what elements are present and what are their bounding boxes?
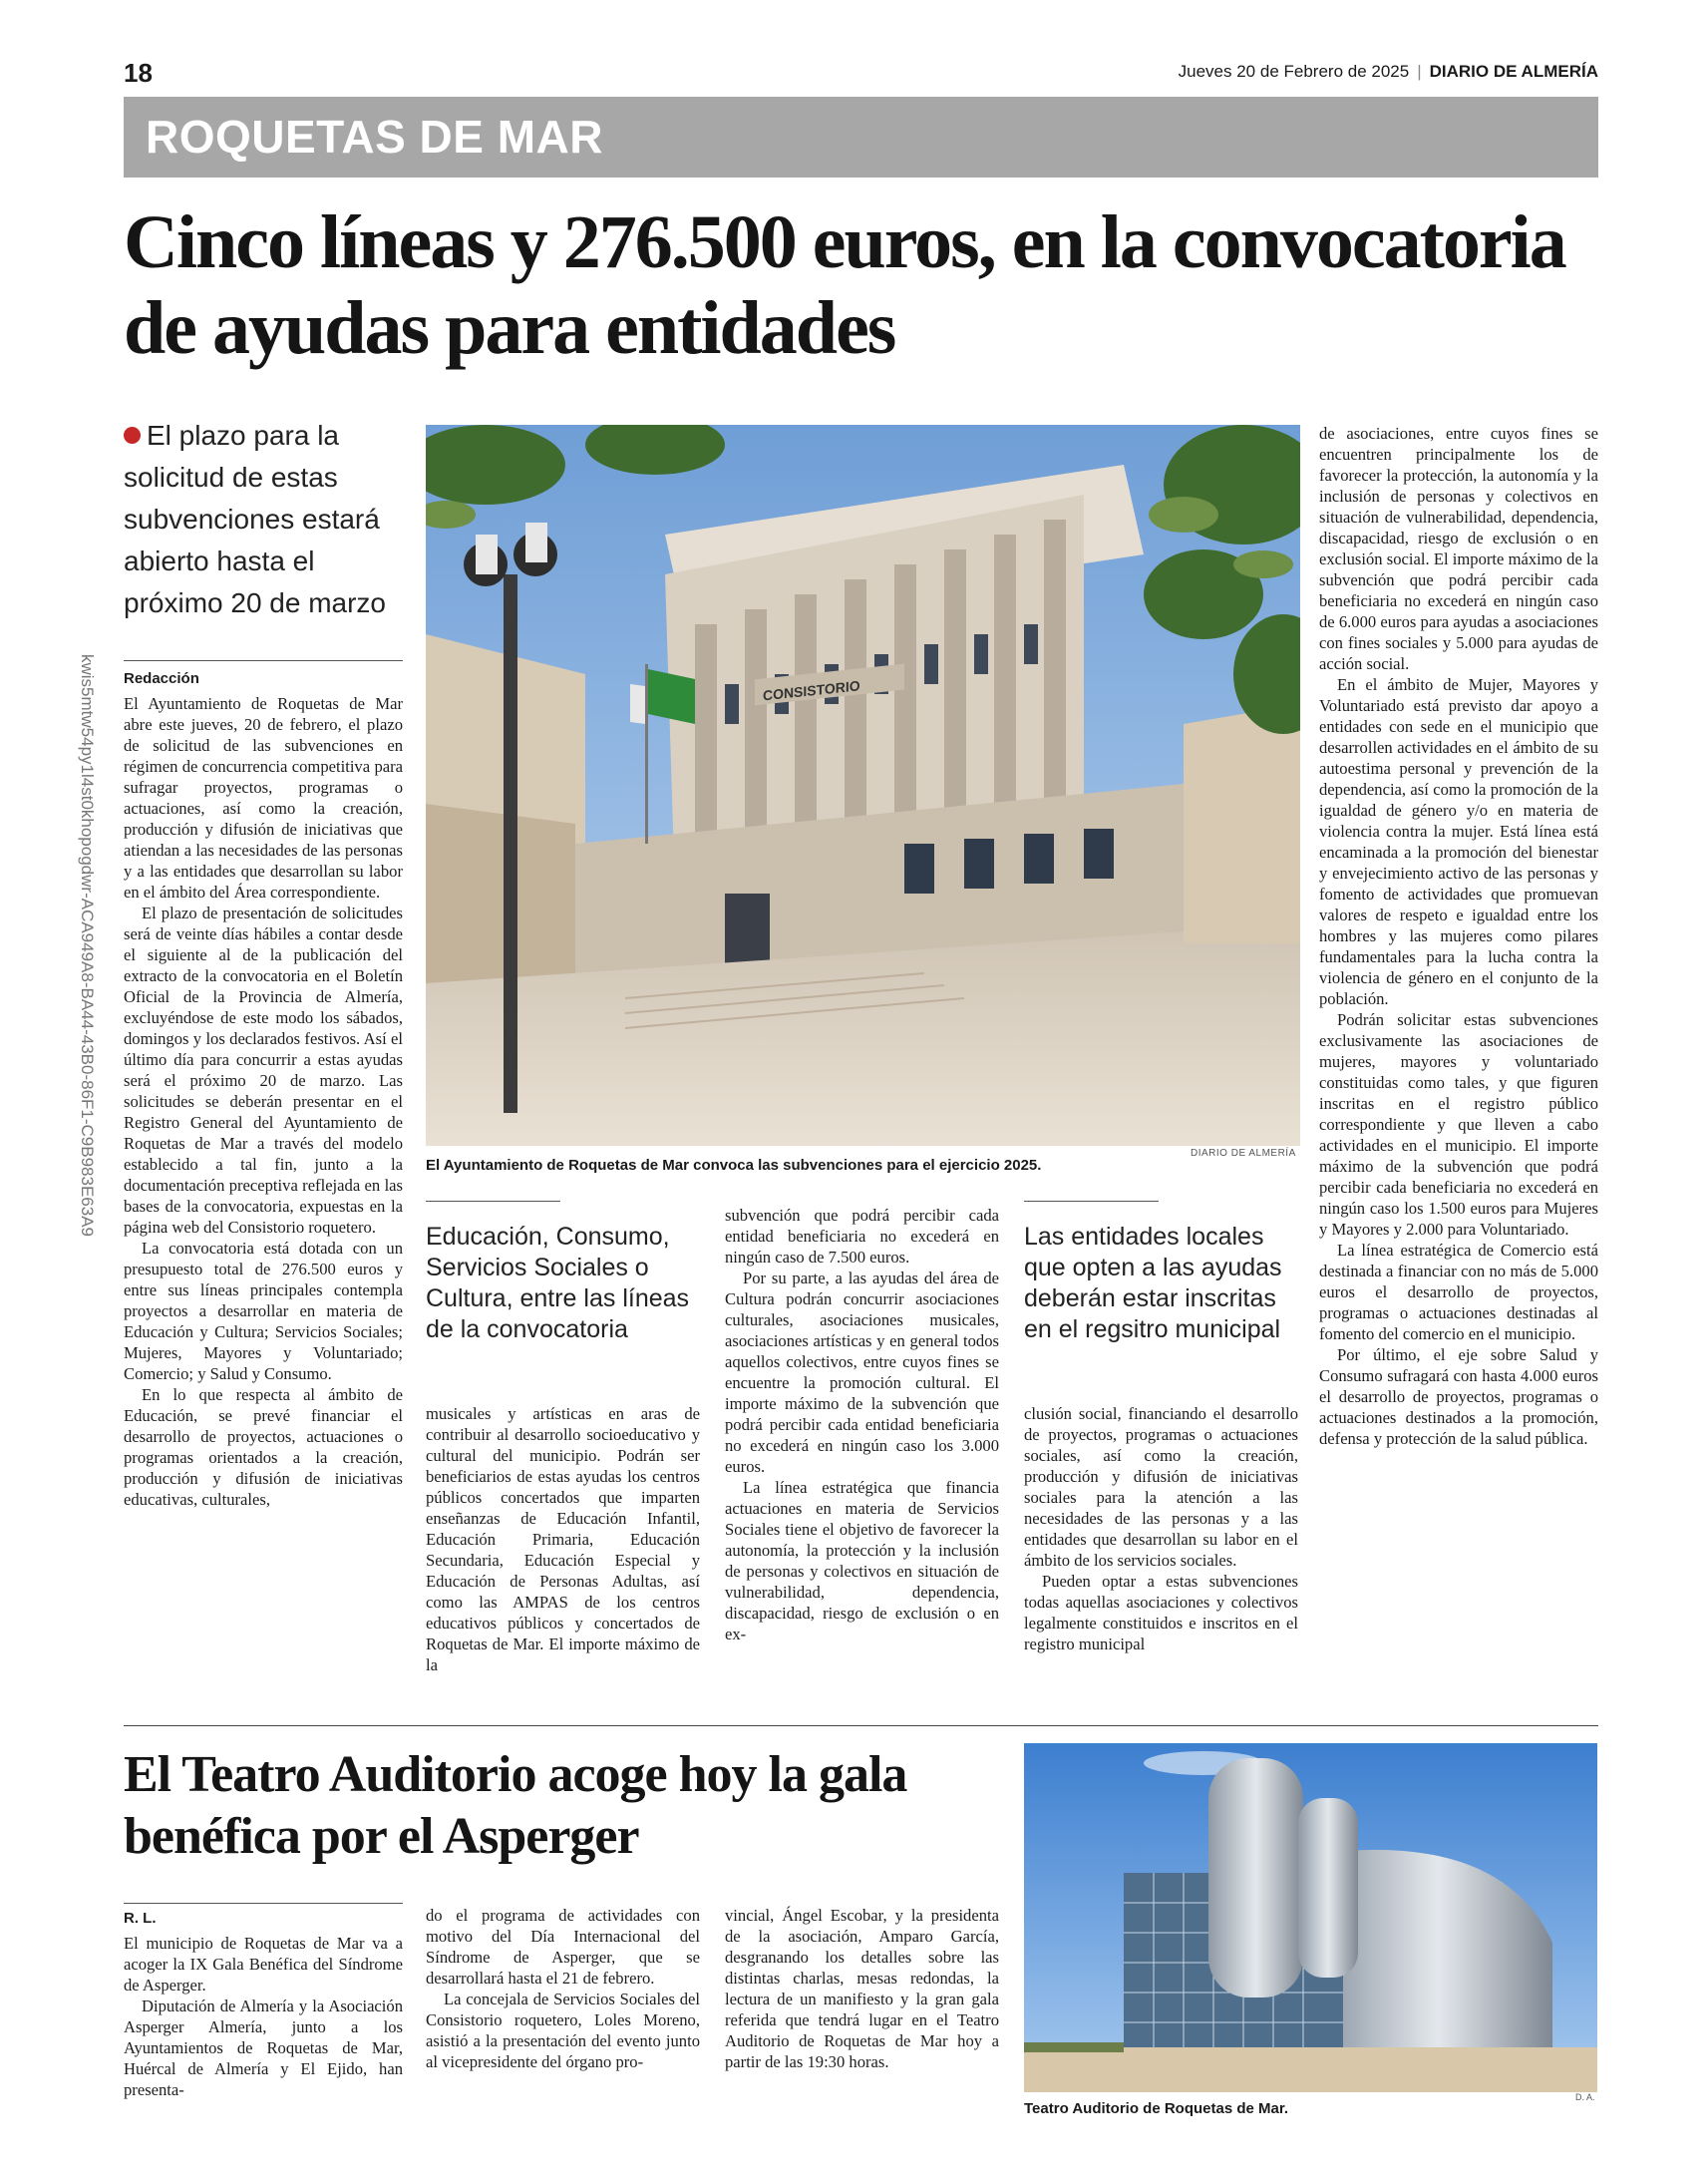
paragraph: Pueden optar a estas subvenciones todas aquellas asociaciones y colectivos legalmente constituidos e inscritos en el registro municipal: [1024, 1572, 1298, 1653]
page-number: 18: [124, 58, 153, 88]
photo-caption: El Ayuntamiento de Roquetas de Mar convoca las subvenciones para el ejercicio 2025.: [426, 1157, 1042, 1174]
byline: R. L.: [124, 1910, 157, 1927]
pull-quote-2: Las entidades locales que opten a las ayudas deberán estar inscritas en el regsitro municipal: [1024, 1223, 1282, 1343]
building-sign: CONSISTORIO: [763, 677, 860, 704]
article-column-1: [124, 670, 403, 1510]
issue-date: Jueves 20 de Febrero de 2025: [1178, 62, 1410, 81]
bullet-icon: [124, 427, 141, 444]
story-separator: [124, 1725, 1598, 1726]
main-headline: Cinco líneas y 276.500 euros, en la convocatoria de ayudas para entidades: [124, 200, 1565, 370]
pull-quote-1: Educación, Consumo, Servicios Sociales o Cultura, entre las líneas de la convocatoria: [426, 1223, 690, 1343]
paragraph: clusión social, financiando el desarrollo de proyectos, programas o actuaciones sociales, así como la creación, producción y difusión de iniciativas sociales para la atención a las necesidades de las personas y a las entidades que desarrollan su labor en el ámbito de los servicios sociales.: [1024, 1404, 1298, 1570]
photo-credit: D. A.: [1575, 2092, 1595, 2102]
paragraph: Por su parte, a las ayudas del área de Cultura podrán concurrir asociaciones culturales, asociaciones musicales, asociaciones artísticas y en general todos aquellos colectivos, entre cuyos fines se encuentre la promoción cultural. El importe máximo de la subvención que podrá percibir cada entidad beneficiaria no excederá en ningún caso los 3.000 euros.: [725, 1269, 999, 1476]
article-column-4: [1024, 1403, 1298, 1654]
paragraph: El Ayuntamiento de Roquetas de Mar abre este jueves, 20 de febrero, el plazo de solicitud de las subvenciones en régimen de concurrencia competitiva para sufragar proyectos, programas o actuaciones, así como la creación, producción y difusión de iniciativas que atiendan a las necesidades de las personas y a las entidades que desarrollan su labor en el ámbito del Área correspondiente.: [124, 694, 403, 902]
secondary-headline: El Teatro Auditorio acoge hoy la gala benéfica por el Asperger: [124, 1746, 907, 1865]
column-rule: [124, 1903, 403, 1904]
masthead: Jueves 20 de Febrero de 2025 | DIARIO DE ALMERÍA: [1178, 62, 1598, 81]
article-column-5: [1319, 423, 1598, 1449]
paragraph: Diputación de Almería y la Asociación Asperger Almería, junto a los Ayuntamientos de Roquetas de Mar, Huércal de Almería y El Ejido, han presenta-: [124, 1997, 403, 2099]
paragraph: Por último, el eje sobre Salud y Consumo sufragará con hasta 4.000 euros el desarrollo de proyectos, programas o actuaciones destinados a la promoción, defensa y protección de la salud pública.: [1319, 1345, 1598, 1448]
article-column-3: [725, 1205, 999, 1644]
paragraph: En el ámbito de Mujer, Mayores y Voluntariado está previsto dar apoyo a entidades con sede en el municipio que desarrollen actividades en el ámbito de su autoestima personal y prevención de la dependencia, así como la promoción de la igualdad de género y/o en materia de violencia contra la mujer. Está línea está encaminada a la promoción del bienestar y envejecimiento activo de las personas y fomento de actividades que promuevan valores de respeto e igualdad entre los hombres y las mujeres como pilares fundamentales para la lucha contra la violencia de género en el conjunto de la población.: [1319, 675, 1598, 1008]
paragraph: vincial, Ángel Escobar, y la presidenta de la asociación, Amparo García, desgranando los detalles sobre las distintas charlas, mesas redondas, la lectura de un manifiesto y la gran gala referida que tendrá lugar en el Teatro Auditorio de Roquetas de Mar hoy a partir de las 19:30 horas.: [725, 1906, 999, 2071]
paragraph: La línea estratégica que financia actuaciones en materia de Servicios Sociales tiene el objetivo de favorecer la autonomía, la protección y la inclusión de personas y colectivos en situación de vulnerabilidad, dependencia, discapacidad, riesgo de exclusión o en ex-: [725, 1478, 999, 1643]
paragraph: musicales y artísticas en aras de contribuir al desarrollo socioeducativo y cultural del municipio. Podrán ser beneficiarios de estas ayudas los centros públicos concertados que imparten enseñanzas de Educación Infantil, Educación Primaria, Educación Secundaria, Educación Especial y Educación de Personas Adultas, así como las AMPAS de los centros educativos públicos y concertados de Roquetas de Mar. El importe máximo de la: [426, 1404, 700, 1674]
photo-caption: Teatro Auditorio de Roquetas de Mar.: [1024, 2100, 1289, 2117]
byline: Redacción: [124, 670, 199, 687]
section-bar: [124, 97, 1598, 178]
section-title: ROQUETAS DE MAR: [146, 111, 603, 163]
theatre-photo: [1024, 1743, 1597, 2092]
subheadline-text: El plazo para la solicitud de estas subvenciones estará abierto hasta el próximo 20 de marzo: [124, 420, 387, 618]
pull-quote-rule: [1024, 1201, 1159, 1202]
pull-quote-rule: [426, 1201, 560, 1202]
newspaper-name: DIARIO DE ALMERÍA: [1429, 62, 1598, 81]
paragraph: En lo que respecta al ámbito de Educación, se prevé financiar el desarrollo de proyectos, actuaciones o programas orientados a la creación, producción y difusión de iniciativas educativas, culturales,: [124, 1385, 403, 1509]
column-rule: [124, 660, 403, 661]
paragraph: La concejala de Servicios Sociales del Consistorio roquetero, Loles Moreno, asistió a la presentación del evento junto al vicepresidente del órgano pro-: [426, 1990, 700, 2071]
paragraph: Podrán solicitar estas subvenciones exclusivamente las asociaciones de mujeres, mayores y voluntariado constituidas como tales, y que figuren inscritas en el registro público correspondiente y que lleven a cabo actividades en el municipio. El importe máximo de la subvención que podrá percibir cada beneficiaria no excederá en ningún caso los 1.500 euros para Mujeres y Mayores y 2.000 para Voluntariado.: [1319, 1010, 1598, 1239]
document-id: kwis5mtw54py1l4st0khopogdwr-ACA949A8-BA44-43B0-86F1-C9B983E63A9: [78, 654, 97, 1237]
paragraph: do el programa de actividades con motivo del Día Internacional del Síndrome de Asperger, que se desarrollará hasta el 21 de febrero.: [426, 1906, 700, 1988]
photo-credit: DIARIO DE ALMERÍA: [1191, 1148, 1296, 1159]
paragraph: subvención que podrá percibir cada entidad beneficiaria no excederá en ningún caso de 7.500 euros.: [725, 1206, 999, 1267]
article-column-2: [426, 1403, 700, 1675]
article2-column-3: [725, 1905, 999, 2072]
paragraph: La convocatoria está dotada con un presupuesto total de 276.500 euros y entre sus líneas principales contempla proyectos a desarrollar en materia de Educación y Cultura; Servicios Sociales; Mujeres, Mayores y Voluntariado; Comercio; y Salud y Consumo.: [124, 1239, 403, 1383]
paragraph: La línea estratégica de Comercio está destinada a financiar con no más de 5.000 euros el desarrollo de proyectos, programas o actuaciones destinadas al fomento del comercio en el municipio.: [1319, 1241, 1598, 1343]
article2-column-2: [426, 1905, 700, 2072]
paragraph: El plazo de presentación de solicitudes será de veinte días hábiles a contar desde el siguiente al de la publicación del extracto de la convocatoria en el Boletín Oficial de la Provincia de Almería, excluyéndose de este modo los sábados, domingos y los declarados festivos. Así el último día para concurrir a estas ayudas será el próximo 20 de marzo. Las solicitudes se deberán presentar en el Registro General del Ayuntamiento de Roquetas de Mar a través del modelo establecido a tal fin, junto a la documentación preceptiva reflejada en las bases de la convocatoria, expuestas en la página web del Consistorio roquetero.: [124, 904, 403, 1237]
paragraph: de asociaciones, entre cuyos fines se encuentren principalmente los de favorecer la protección, la autonomía y la inclusión de personas y colectivos en situación de vulnerabilidad, dependencia, discapacidad, riesgo de exclusión o en exclusión social. El importe máximo de la subvención que podrá percibir cada beneficiaria no excederá en ningún caso de 6.000 euros para ayudas a asociaciones con fines sociales y 5.000 para ayudas de acción social.: [1319, 424, 1598, 673]
main-photo: [426, 425, 1300, 1146]
paragraph: El municipio de Roquetas de Mar va a acoger la IX Gala Benéfica del Síndrome de Asperger.: [124, 1934, 403, 1995]
article2-column-1: [124, 1910, 403, 2100]
subheadline: [124, 415, 408, 624]
